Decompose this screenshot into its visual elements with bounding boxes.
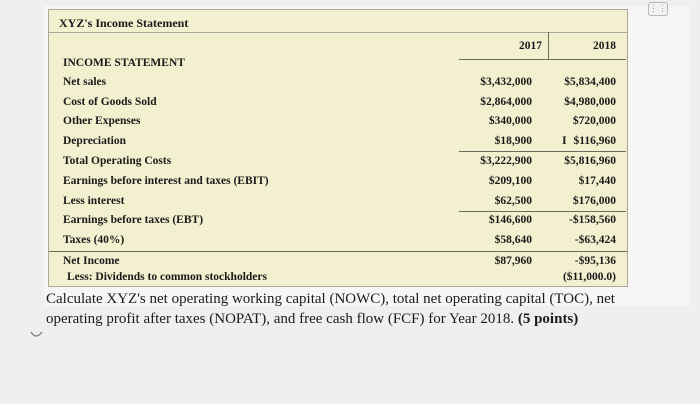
- row-value-2017: $58,640: [494, 234, 532, 246]
- curve-arrow-icon: [30, 330, 44, 342]
- row-label: Total Operating Costs: [63, 155, 172, 167]
- year-2017-header: 2017: [519, 40, 542, 52]
- row-value-2017: $18,900: [494, 135, 532, 147]
- row-label: Other Expenses: [63, 115, 141, 127]
- question-text: [46, 289, 646, 329]
- row-value-2018: $5,816,960: [564, 155, 616, 167]
- row-value-2018: ($11,000.0): [562, 271, 616, 283]
- text-cursor-icon: I: [562, 133, 567, 147]
- row-value-2018: $720,000: [572, 115, 616, 127]
- subtotal-underline: [459, 211, 626, 212]
- income-statement-table: [48, 9, 628, 287]
- row-value-2017: $209,100: [488, 175, 532, 187]
- row-value-2018: $116,960: [573, 135, 616, 147]
- row-label: Less interest: [63, 195, 125, 207]
- row-value-2017: $146,600: [488, 214, 532, 226]
- row-value-2017: $340,000: [488, 115, 532, 127]
- row-value-2017: $3,222,900: [480, 155, 532, 167]
- grip-icon[interactable]: ⋮⋮: [648, 2, 668, 16]
- row-label: Earnings before interest and taxes (EBIT): [63, 175, 269, 187]
- net-income-rule: [49, 251, 627, 252]
- statement-title: XYZ's Income Statement: [59, 16, 189, 30]
- row-value-2018: -$63,424: [574, 234, 616, 246]
- row-value-2018: -$158,560: [569, 214, 616, 226]
- row-value-2017: $62,500: [494, 195, 532, 207]
- row-value-2017: $87,960: [494, 255, 532, 267]
- row-label: Cost of Goods Sold: [63, 96, 157, 108]
- row-value-2018: $5,834,400: [564, 76, 616, 88]
- year-column-divider: [548, 32, 549, 59]
- section-heading: INCOME STATEMENT: [63, 57, 185, 69]
- year-2018-header: 2018: [593, 40, 616, 52]
- row-value-2018: $17,440: [578, 175, 616, 187]
- subtotal-underline: [459, 151, 626, 152]
- question-points: (5 points): [517, 311, 579, 327]
- row-label: Earnings before taxes (EBT): [63, 214, 204, 226]
- question-body: Calculate XYZ's net operating working capital (NOWC), total net operating capital (TOC), net operating profit after taxes (NOPAT), and free cash flow (FCF) for Year 2018.: [46, 291, 615, 327]
- row-value-2017: $3,432,000: [480, 76, 532, 88]
- row-label: Depreciation: [63, 135, 127, 147]
- row-label: Less: Dividends to common stockholders: [67, 271, 267, 283]
- table-header-bar: [49, 10, 627, 33]
- row-value-2018: -$95,136: [574, 255, 616, 267]
- row-label: Net Income: [63, 255, 120, 267]
- row-value-2017: $2,864,000: [480, 96, 532, 108]
- row-label: Taxes (40%): [63, 234, 125, 246]
- row-value-2018: $4,980,000: [564, 96, 616, 108]
- row-label: Net sales: [63, 76, 107, 88]
- row-value-2018: $176,000: [572, 195, 616, 207]
- year-header-underline: [459, 59, 626, 60]
